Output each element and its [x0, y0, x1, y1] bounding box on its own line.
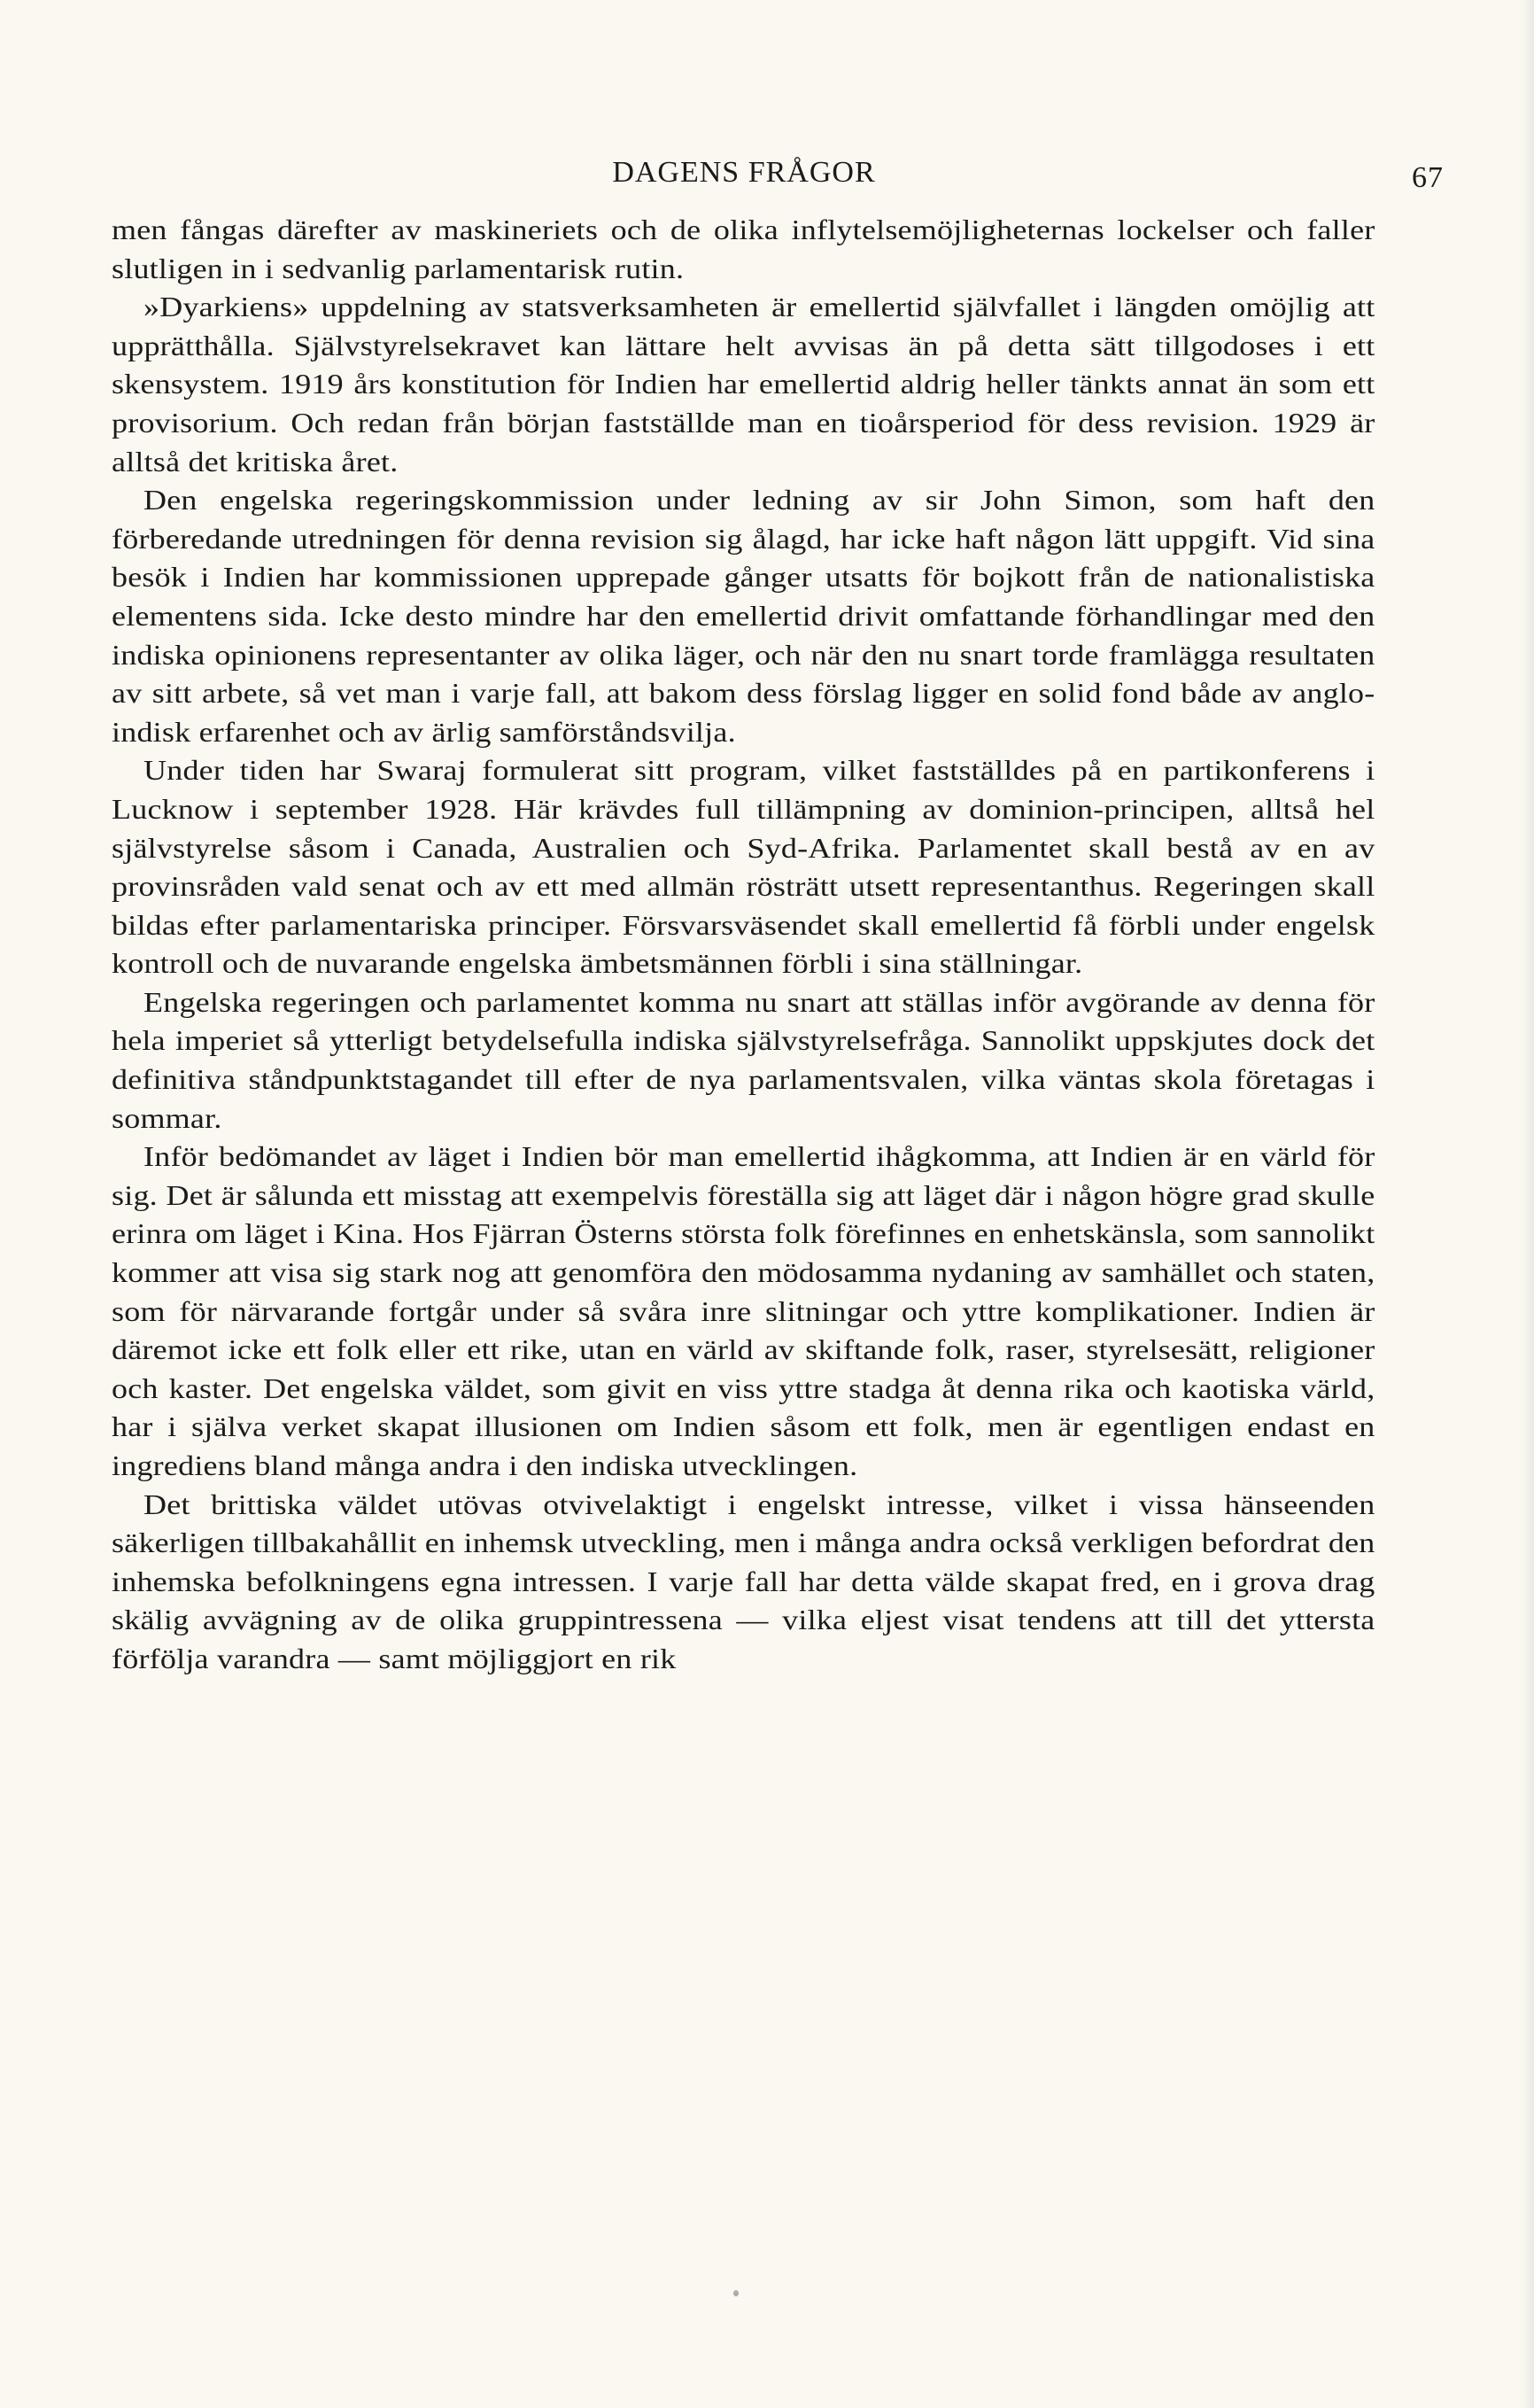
- running-title: DAGENS FRÅGOR: [612, 156, 876, 189]
- page-number: 67: [1412, 161, 1444, 194]
- paragraph-india-world: Inför bedömandet av läget i Indien bör man emellertid ihågkomma, att Indien är en värld för sig. Det är sålunda ett misstag att exempelvis föreställa sig att läget där i någon högre grad skulle erinra om läget i Kina. Hos Fjärran Österns största folk förefinnes en enhetskänsla, som sannolikt kommer att visa sig stark nog att genomföra den mödosamma nydaning av samhället och staten, som för närvarande fortgår under så svåra inre slitningar och yttre komplikationer. Indien är däremot icke ett folk eller ett rike, utan en värld av skiftande folk, raser, styrelsesätt, religioner och kaster. Det engelska väldet, som givit en viss yttre stadga åt denna rika och kaotiska värld, har i själva verket skapat illusionen om Indien såsom ett folk, men är egentligen endast en ingrediens bland många andra i den indiska utvecklingen.: [112, 1140, 1375, 1481]
- paragraph-continuation: men fångas därefter av maskineriets och de olika inflytelsemöjligheternas lockelser och faller slutligen in i sedvanlig parlamentarisk rutin.: [112, 214, 1375, 284]
- running-head: [0, 156, 1534, 202]
- paragraph-swaraj-program: Under tiden har Swaraj formulerat sitt program, vilket fastställdes på en partikonferens i Lucknow i september 1928. Här krävdes full tillämpning av dominion-principen, alltså hel självstyrelse såsom i Canada, Australien och Syd-Afrika. Parlamentet skall bestå av en av provinsråden vald senat och av ett med allmän rösträtt utsett representanthus. Regeringen skall bildas efter parlamentariska principer. Försvarsväsendet skall emellertid få förbli under engelsk kontroll och de nuvarande engelska ämbetsmännen förbli i sina ställningar.: [112, 754, 1375, 980]
- body-text: [112, 211, 1375, 1679]
- page-edge-shadow: [1522, 0, 1534, 2408]
- paragraph-dyarchy: »Dyarkiens» uppdelning av statsverksamheten är emellertid självfallet i längden omöjlig att upprätthålla. Självstyrelsekravet kan lättare helt avvisas än på detta sätt tillgodoses i ett skensystem. 1919 års konstitution för Indien har emellertid aldrig heller tänkts annat än som ett provisorium. Och redan från början fastställde man en tioårsperiod för dess revision. 1929 är alltså det kritiska året.: [112, 291, 1375, 478]
- paragraph-simon-commission: Den engelska regeringskommission under ledning av sir John Simon, som haft den förberedande utredningen för denna revision sig ålagd, har icke haft någon lätt uppgift. Vid sina besök i Indien har kommissionen upprepade gånger utsatts för bojkott från de nationalistiska elementens sida. Icke desto mindre har den emellertid drivit omfattande förhandlingar med den indiska opinionens representanter av olika läger, och när den nu snart torde framlägga resultaten av sitt arbete, så vet man i varje fall, att bakom dess förslag ligger en solid fond både av anglo-indisk erfarenhet och av ärlig samförståndsvilja.: [112, 484, 1375, 748]
- paragraph-parliament-decision: Engelska regeringen och parlamentet komma nu snart att ställas inför avgörande av denna för hela imperiet så ytterligt betydelsefulla indiska självstyrelsefråga. Sannolikt uppskjutes dock det definitiva ståndpunktstagandet till efter de nya parlamentsvalen, vilka väntas skola företagas i sommar.: [112, 985, 1375, 1134]
- paragraph-british-rule: Det brittiska väldet utövas otvivelaktigt i engelskt intresse, vilket i vissa hänseenden säkerligen tillbakahållit en inhemsk utveckling, men i många andra också verkligen befordrat den inhemska befolkningens egna intressen. I varje fall har detta välde skapat fred, en i grova drag skälig avvägning av de olika gruppintressena — vilka eljest visat tendens att till det yttersta förfölja varandra — samt möjliggjort en rik: [112, 1488, 1375, 1674]
- print-speck: [733, 2290, 739, 2296]
